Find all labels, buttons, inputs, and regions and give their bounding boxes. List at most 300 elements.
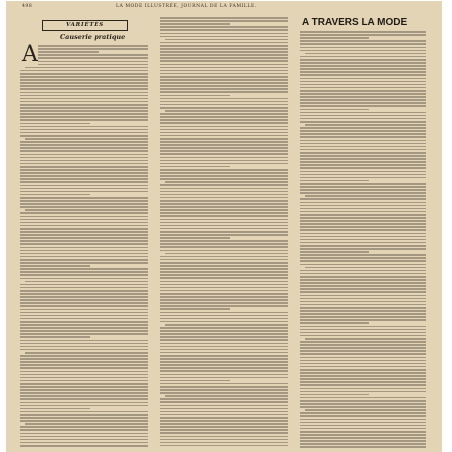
text-line (160, 442, 288, 444)
text-line (160, 352, 288, 354)
text-line (300, 171, 426, 173)
text-line (20, 181, 148, 183)
text-line (160, 163, 288, 165)
text-line (160, 389, 288, 391)
text-line (160, 343, 288, 345)
text-line (160, 293, 288, 295)
text-line (165, 181, 288, 183)
text-line (160, 386, 288, 388)
text-line (20, 247, 148, 249)
text-line (25, 209, 148, 211)
text-line (300, 326, 426, 328)
text-line (160, 73, 288, 75)
text-line (20, 336, 90, 338)
text-line (160, 17, 288, 19)
text-line (20, 113, 148, 115)
text-line (305, 267, 426, 269)
text-line (160, 287, 288, 289)
text-line (300, 99, 426, 101)
text-line (300, 130, 426, 132)
text-line (20, 324, 148, 326)
text-line (300, 329, 426, 331)
text-line (20, 420, 148, 422)
text-line (160, 383, 288, 385)
text-line (300, 220, 426, 222)
text-line (160, 336, 288, 338)
text-line (20, 364, 148, 366)
text-line (300, 174, 426, 176)
text-line (20, 188, 148, 190)
column-right (300, 15, 426, 445)
text-line (160, 259, 288, 261)
text-line (160, 197, 288, 199)
text-line (300, 118, 426, 120)
text-line (300, 366, 426, 368)
text-line (25, 281, 148, 283)
text-line (20, 240, 148, 242)
text-line (300, 270, 426, 272)
text-line (300, 363, 426, 365)
text-line (160, 290, 288, 292)
text-line (300, 158, 426, 160)
drop-cap-illustration: A (22, 42, 38, 67)
text-line (20, 129, 148, 131)
text-line (20, 330, 148, 332)
text-line (160, 346, 288, 348)
text-line (300, 146, 426, 148)
text-line (20, 333, 148, 335)
text-line (300, 71, 426, 73)
text-line (20, 194, 90, 196)
text-line (20, 315, 148, 317)
text-line (300, 140, 426, 142)
text-line (300, 217, 426, 219)
text-line (160, 284, 288, 286)
text-line (20, 392, 148, 394)
text-line (20, 98, 148, 100)
text-line (160, 122, 288, 124)
text-line (160, 315, 288, 317)
text-line (20, 191, 148, 193)
text-line (300, 260, 426, 262)
text-line (20, 150, 148, 152)
text-line (20, 206, 148, 208)
section-banner: VARIÉTÉS (42, 20, 128, 31)
running-title: LA MODE ILLUSTRÉE, JOURNAL DE LA FAMILLE. (116, 4, 257, 9)
text-line (20, 70, 148, 72)
text-line (300, 102, 426, 104)
text-line (20, 287, 148, 289)
text-line (20, 284, 148, 286)
text-line (300, 350, 426, 352)
text-line (160, 135, 288, 137)
text-line (160, 246, 288, 248)
text-line (20, 408, 90, 410)
text-line (300, 285, 426, 287)
text-line (20, 426, 148, 428)
text-line (20, 361, 148, 363)
text-line (300, 248, 426, 250)
text-line (300, 90, 426, 92)
text-line (160, 222, 288, 224)
text-line (300, 254, 426, 256)
text-line (300, 226, 426, 228)
text-line (300, 375, 426, 377)
text-line (300, 198, 426, 200)
text-line (160, 333, 288, 335)
text-line (20, 312, 148, 314)
text-line (20, 405, 148, 407)
text-line (160, 305, 288, 307)
text-line (300, 239, 426, 241)
text-line (160, 157, 288, 159)
text-line (160, 432, 288, 434)
text-line (20, 197, 148, 199)
text-line (20, 116, 148, 118)
text-line (160, 29, 288, 31)
text-line (160, 91, 288, 93)
text-line (20, 79, 148, 81)
text-line (305, 195, 426, 197)
text-line (160, 67, 288, 69)
text-line (160, 318, 288, 320)
text-line (300, 62, 426, 64)
text-line (20, 169, 148, 171)
text-line (160, 153, 288, 155)
text-line (160, 237, 230, 239)
text-line (300, 422, 426, 424)
text-line (160, 262, 288, 264)
text-line (38, 57, 148, 59)
text-line (160, 160, 288, 162)
text-line (160, 45, 288, 47)
text-line (160, 178, 288, 180)
text-line (160, 212, 288, 214)
text-line (300, 192, 426, 194)
text-line (165, 39, 288, 41)
text-line (160, 429, 288, 431)
text-line (20, 144, 148, 146)
text-line (300, 384, 426, 386)
text-line (300, 403, 426, 405)
text-line (160, 76, 288, 78)
text-line (20, 85, 148, 87)
text-line (38, 48, 148, 50)
text-line (300, 236, 426, 238)
text-line (300, 112, 426, 114)
text-line (300, 229, 426, 231)
text-line (160, 188, 288, 190)
text-line (160, 147, 288, 149)
text-line (20, 414, 148, 416)
text-line (160, 23, 230, 25)
article-subtitle: Causerie pratique (60, 33, 126, 41)
text-line (160, 243, 288, 245)
text-line (160, 113, 288, 115)
text-line (160, 392, 288, 394)
text-line (300, 133, 426, 135)
text-line (160, 184, 288, 186)
text-line (300, 47, 426, 49)
text-line (160, 85, 288, 87)
text-line (20, 439, 148, 441)
text-line (38, 64, 148, 66)
text-line (300, 87, 426, 89)
text-line (300, 288, 426, 290)
text-line (20, 274, 148, 276)
text-line (305, 53, 426, 55)
text-line (20, 95, 148, 97)
text-line (160, 191, 288, 193)
text-line (20, 110, 148, 112)
text-line (160, 302, 288, 304)
text-line (300, 167, 426, 169)
text-line (20, 107, 148, 109)
text-line (20, 253, 148, 255)
text-line (160, 129, 288, 131)
text-line (20, 157, 148, 159)
text-line (160, 215, 288, 217)
text-line (160, 364, 288, 366)
text-line (300, 208, 426, 210)
text-line (160, 411, 288, 413)
text-line (25, 352, 148, 354)
text-line (300, 115, 426, 117)
text-line (25, 423, 148, 425)
text-line (300, 446, 426, 448)
text-line (160, 88, 288, 90)
text-line (20, 445, 148, 447)
text-line (20, 237, 148, 239)
text-line (300, 180, 369, 182)
text-line (300, 419, 426, 421)
text-line (160, 107, 288, 109)
text-line (160, 414, 288, 416)
text-line (300, 242, 426, 244)
text-line (300, 264, 426, 266)
text-line (20, 123, 90, 125)
text-line (38, 45, 148, 47)
text-line (300, 301, 426, 303)
text-line (160, 79, 288, 81)
text-line (160, 439, 288, 441)
text-line (160, 219, 288, 221)
text-line (20, 371, 148, 373)
text-line (160, 327, 288, 329)
text-line (300, 189, 426, 191)
text-line (20, 349, 148, 351)
text-line (300, 335, 426, 337)
text-line (20, 299, 148, 301)
text-line (160, 361, 288, 363)
text-line (300, 65, 426, 67)
column-middle (160, 15, 288, 445)
text-line (160, 144, 288, 146)
text-line (20, 374, 148, 376)
text-line (20, 92, 148, 94)
text-line (300, 322, 369, 324)
text-line (300, 428, 426, 430)
text-line (160, 126, 288, 128)
page-header (6, 3, 442, 13)
text-line (300, 68, 426, 70)
text-line (300, 211, 426, 213)
text-line (160, 398, 288, 400)
text-line (160, 349, 288, 351)
text-line (165, 253, 288, 255)
text-line (300, 391, 426, 393)
text-line (38, 54, 148, 56)
text-line (165, 324, 288, 326)
text-line (300, 381, 426, 383)
text-line (300, 105, 426, 107)
text-line (305, 124, 426, 126)
text-line (300, 295, 426, 297)
text-line (20, 309, 148, 311)
text-line (160, 166, 230, 168)
text-line (160, 203, 288, 205)
text-line (20, 302, 148, 304)
text-line (300, 273, 426, 275)
text-line (20, 436, 148, 438)
text-line (300, 394, 369, 396)
text-line (300, 443, 426, 445)
text-line (160, 321, 288, 323)
text-line (300, 344, 426, 346)
text-line (20, 296, 148, 298)
text-line (20, 88, 148, 90)
text-line (300, 164, 426, 166)
text-line (300, 109, 369, 111)
text-line (160, 271, 288, 273)
text-line (300, 50, 426, 52)
text-line (300, 431, 426, 433)
text-line (160, 194, 288, 196)
text-line (300, 78, 426, 80)
text-line (160, 172, 288, 174)
text-line (20, 343, 148, 345)
text-line (300, 319, 426, 321)
text-line (20, 101, 148, 103)
text-line (300, 369, 426, 371)
text-line (20, 250, 148, 252)
text-line (300, 149, 426, 151)
text-line (20, 433, 148, 435)
text-line (20, 355, 148, 357)
text-line (20, 442, 148, 444)
text-line (20, 386, 148, 388)
text-line (20, 358, 148, 360)
text-line (160, 408, 288, 410)
text-line (160, 104, 288, 106)
text-line (300, 34, 426, 36)
text-line (160, 296, 288, 298)
text-line (20, 219, 148, 221)
text-line (305, 409, 426, 411)
text-line (38, 51, 99, 53)
text-line (300, 233, 426, 235)
text-line (300, 372, 426, 374)
text-line (160, 169, 288, 171)
text-line (20, 395, 148, 397)
text-line (160, 138, 288, 140)
text-line (160, 231, 288, 233)
text-line (38, 61, 148, 63)
text-line (20, 160, 148, 162)
text-line (300, 437, 426, 439)
text-line (20, 104, 148, 106)
text-line (160, 60, 288, 62)
text-line (20, 340, 148, 342)
text-line (160, 209, 288, 211)
text-line (20, 271, 148, 273)
text-line (300, 96, 426, 98)
text-line (20, 327, 148, 329)
text-line (300, 155, 426, 157)
text-line (300, 440, 426, 442)
text-line (160, 101, 288, 103)
text-line (300, 360, 426, 362)
text-line (160, 20, 288, 22)
text-line (160, 175, 288, 177)
text-line (160, 277, 288, 279)
text-line (25, 67, 148, 69)
text-line (160, 48, 288, 50)
text-line (20, 231, 148, 233)
text-line (160, 33, 288, 35)
text-line (300, 310, 426, 312)
text-line (20, 166, 148, 168)
text-line (20, 278, 148, 280)
text-line (160, 116, 288, 118)
text-line (20, 243, 148, 245)
text-line (300, 31, 426, 33)
text-line (20, 154, 148, 156)
text-line (20, 367, 148, 369)
text-line (25, 138, 148, 140)
text-line (20, 225, 148, 227)
text-line (160, 436, 288, 438)
column-left (20, 15, 148, 445)
text-line (20, 185, 148, 187)
text-line (300, 205, 426, 207)
text-line (160, 312, 288, 314)
text-line (300, 59, 426, 61)
text-line (20, 417, 148, 419)
text-line (20, 132, 148, 134)
text-line (160, 240, 288, 242)
text-line (300, 304, 426, 306)
text-line (300, 378, 426, 380)
text-line (160, 82, 288, 84)
text-line (20, 380, 148, 382)
text-line (20, 126, 148, 128)
text-line (20, 76, 148, 78)
text-line (300, 298, 426, 300)
text-line (20, 346, 148, 348)
text-line (20, 212, 148, 214)
text-line (300, 276, 426, 278)
text-line (160, 119, 288, 121)
text-line (300, 279, 426, 281)
text-line (300, 93, 426, 95)
text-line (160, 51, 288, 53)
text-line (160, 401, 288, 403)
text-line (160, 374, 288, 376)
text-line (20, 268, 148, 270)
text-line (20, 377, 148, 379)
text-line (160, 355, 288, 357)
